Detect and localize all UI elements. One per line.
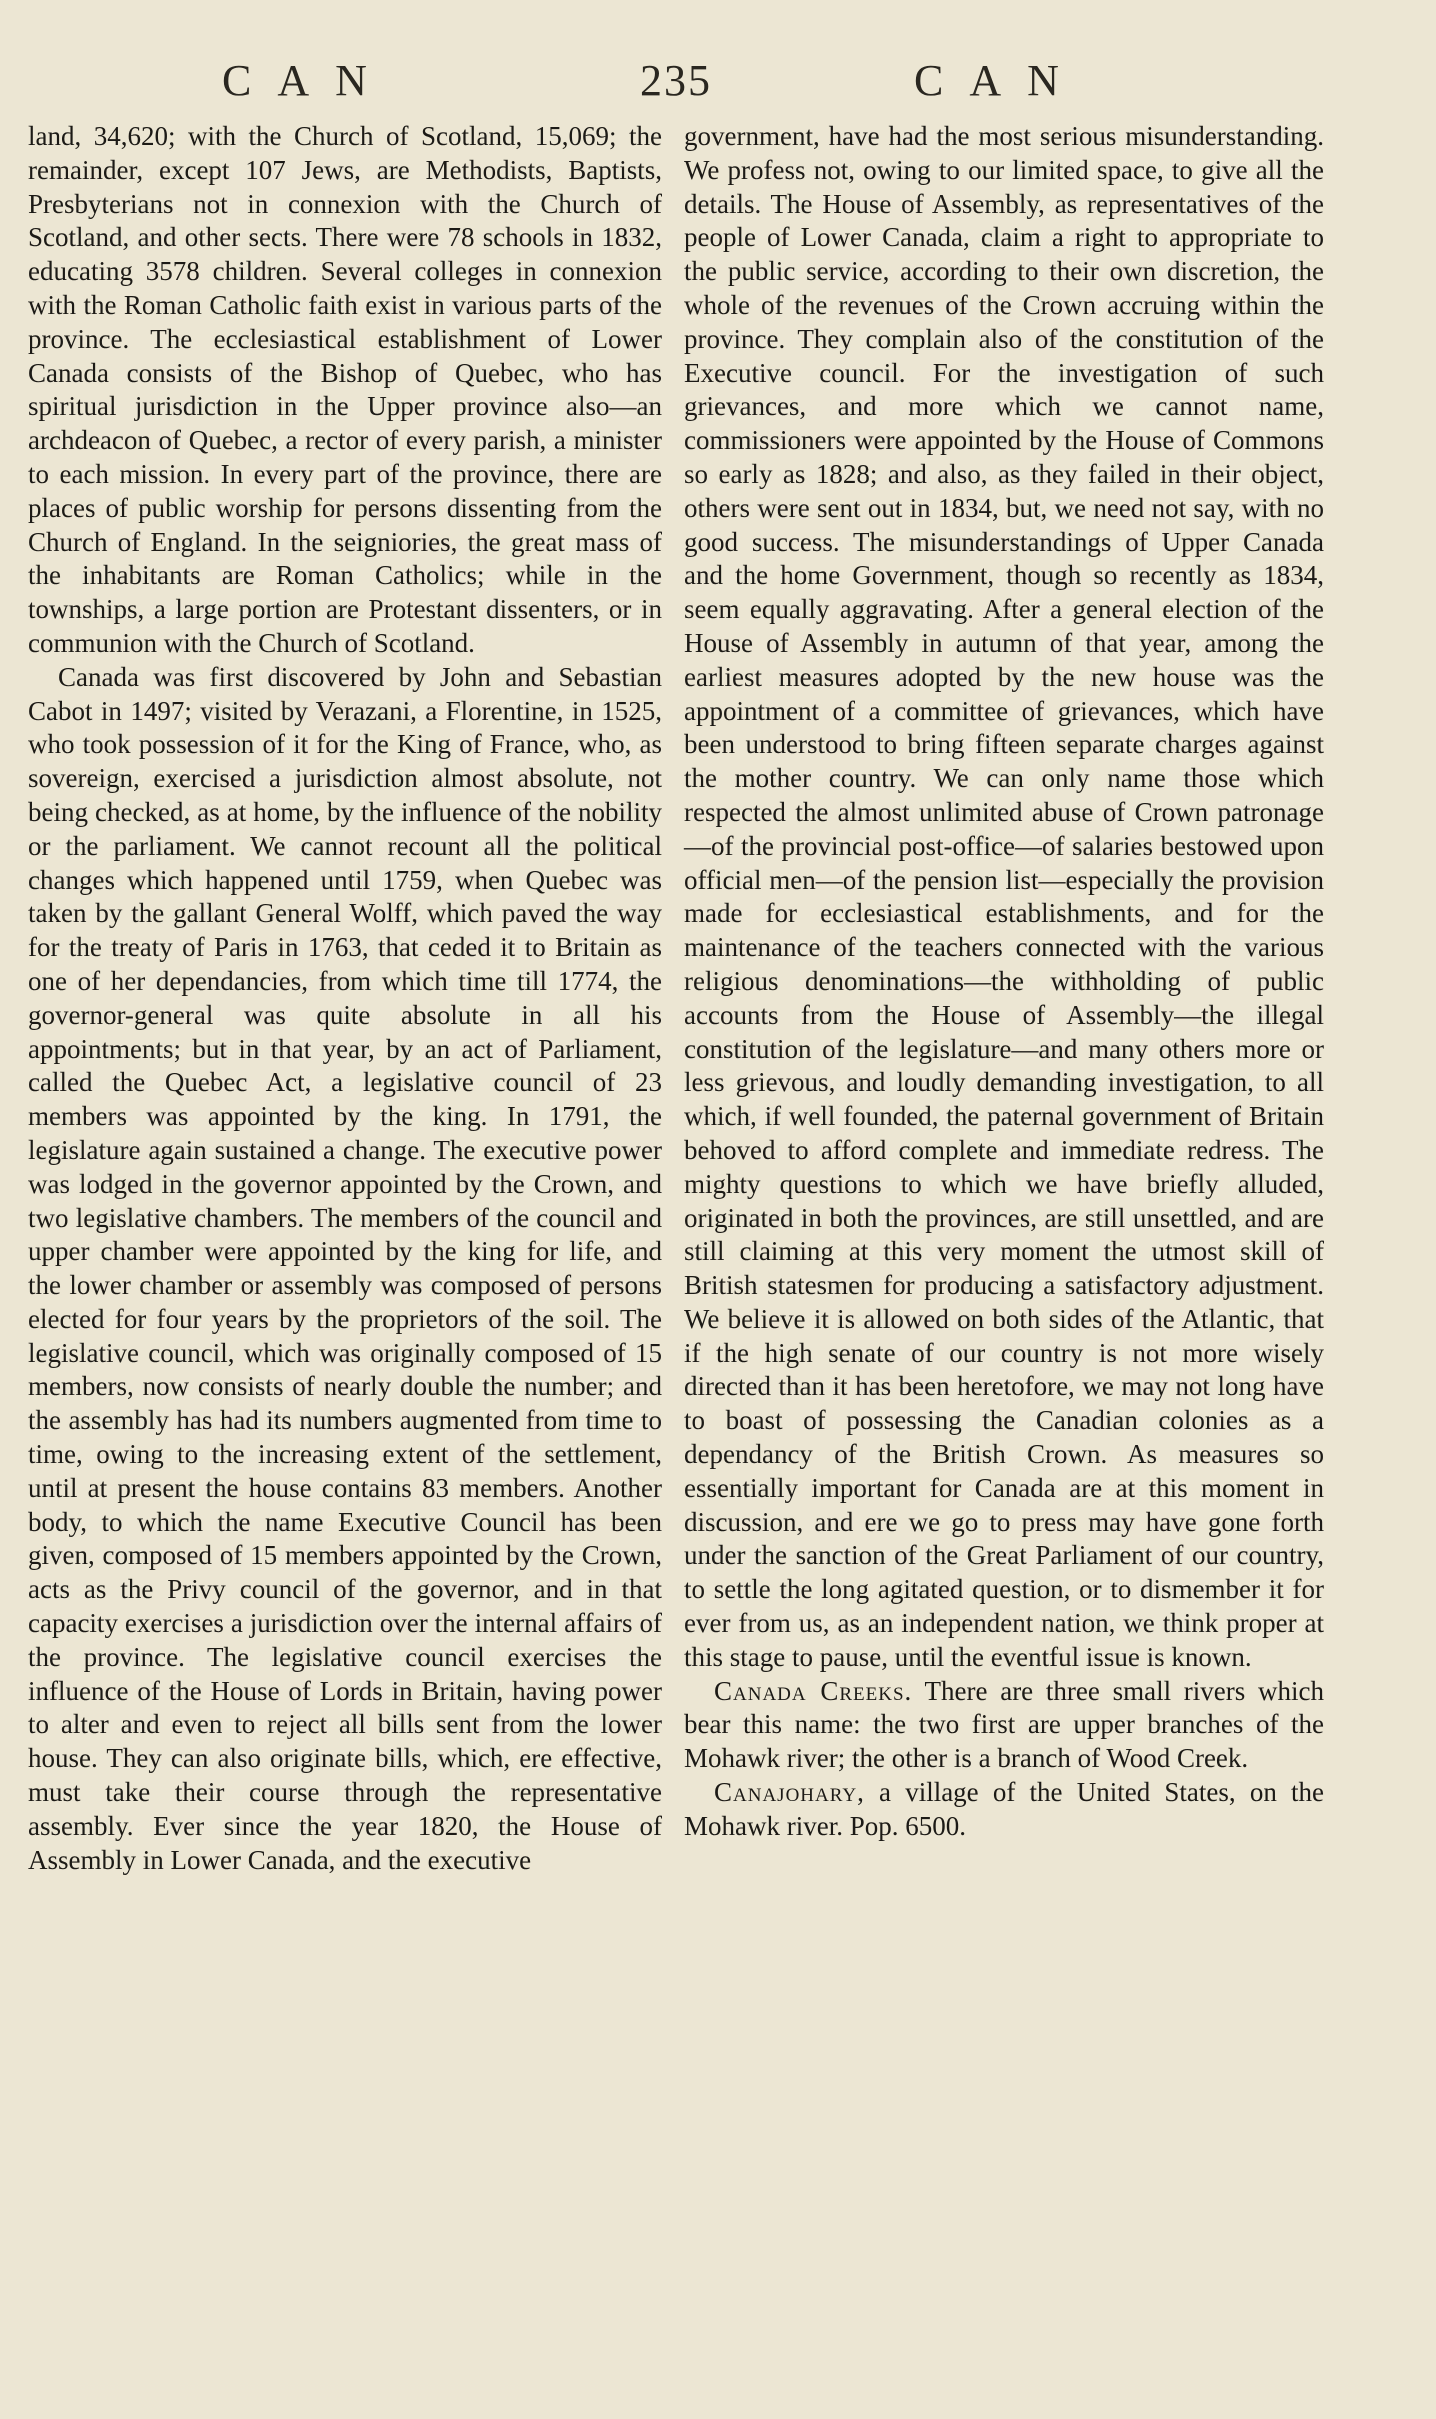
entry-text: There are three small rivers which bear this name: the two first are upper branches of the Mohawk river; the other is a branch of Wood Creek. [684,1675,1324,1774]
paragraph: Canada was first discovered by John and Sebastian Cabot in 1497; visited by Verazani, a Florentine, in 1525, who took possession of it for the King of France, who, as sovereign, exercised a jurisdiction almost absolute, not being checked, as at home, by the influence of the nobility or the parliament. We cannot recount all the political changes which happened until 1759, when Quebec was taken by the gallant General Wolff, which paved the way for the treaty of Paris in 1763, that ceded it to Britain as one of her dependancies, from which time till 1774, the governor-general was quite absolute in all his appointments; but in that year, by an act of Parliament, called the Quebec Act, a legislative council of 23 members was appointed by the king. In 1791, the legislature again sustained a change. The executive power was lodged in the governor appointed by the Crown, and two legislative chambers. The members of the council and upper chamber were appointed by the king for life, and the lower chamber or assembly was composed of persons elected for four years by the proprietors of the soil. The legislative council, which was originally composed of 15 members, now consists of nearly double the number; and the assembly has had its numbers augmented from time to time, owing to the increasing extent of the settlement, until at present the house contains 83 members. Another body, to which the name Executive Council has been given, composed of 15 members appointed by the Crown, acts as the Privy council of the governor, and in that capacity exercises a jurisdiction over the internal affairs of the province. The legislative council exercises the influence of the House of Lords in Britain, having power to alter and even to reject all bills sent from the lower house. They can also originate bills, which, ere effective, must take their course through the representative assembly. Ever since the year 1820, the House of Assembly in Lower Canada, and the executive [28,661,662,1875]
page-number: 235 [640,56,712,105]
paragraph: land, 34,620; with the Church of Scotland, 15,069; the remainder, except 107 Jews, are Methodists, Baptists, Presbyterians not in connexion with the Church of Scotland, and other sects. There were 78 schools in 1832, educating 3578 children. Several colleges in connexion with the Roman Catholic faith exist in various parts of the province. The ecclesiastical establishment of Lower Canada consists of the Bishop of Quebec, who has spiritual jurisdiction in the Upper province also—an archdeacon of Quebec, a rector of every parish, a minister to each mission. In every part of the province, there are places of public worship for persons dissenting from the Church of England. In the seigniories, the great mass of the inhabitants are Roman Catholics; while in the townships, a large portion are Protestant dissenters, or in communion with the Church of Scotland. [28,121,662,658]
entry-term: Canajohary, [714,1777,865,1808]
header-left: CAN [222,56,393,105]
left-column [28,120,662,1877]
running-header [0,55,1436,105]
right-column [684,120,1324,1844]
paragraph: government, have had the most serious misunderstanding. We profess not, owing to our limited space, to give all the details. The House of Assembly, as representatives of the people of Lower Canada, claim a right to appropriate to the public service, according to their own discretion, the whole of the revenues of the Crown accruing within the province. They complain also of the constitution of the Executive council. For the investigation of such grievances, and more which we cannot name, commissioners were appointed by the House of Commons so early as 1828; and also, as they failed in their object, others were sent out in 1834, but, we need not say, with no good success. The misunderstandings of Upper Canada and the home Government, though so recently as 1834, seem equally aggravating. After a general election of the House of Assembly in autumn of that year, among the earliest measures adopted by the new house was the appointment of a committee of grievances, which have been understood to bring fifteen separate charges against the mother country. We can only name those which respected the almost unlimited abuse of Crown patronage—of the provincial post-office—of salaries bestowed upon official men—of the pension list—especially the provision made for ecclesiastical establishments, and for the maintenance of the teachers connected with the various religious denominations—the withholding of public accounts from the House of Assembly—the illegal constitution of the legislature—and many others more or less grievous, and loudly demanding investigation, to all which, if well founded, the paternal government of Britain behoved to afford complete and immediate redress. The mighty questions to which we have briefly alluded, originated in both the provinces, are still unsettled, and are still claiming at this very moment the utmost skill of British statesmen for producing a satisfactory adjustment. We believe it is allowed on both sides of the Atlantic, that if the high senate of our country is not more wisely directed than it has been heretofore, we may not long have to boast of possessing the Canadian colonies as a dependancy of the British Crown. As measures so essentially important for Canada are at this moment in discussion, and ere we go to press may have gone forth under the sanction of the Great Parliament of our country, to settle the long agitated question, or to dismember it for ever from us, as an independent nation, we think proper at this stage to pause, until the eventful issue is known. [684,121,1324,1672]
entry-text: a village of the United States, on the Mohawk river. Pop. 6500. [684,1777,1324,1841]
entry-term: Canada Creeks. [714,1675,913,1706]
header-right: CAN [914,56,1085,105]
dictionary-entry [684,1675,1324,1776]
dictionary-entry [684,1776,1324,1844]
